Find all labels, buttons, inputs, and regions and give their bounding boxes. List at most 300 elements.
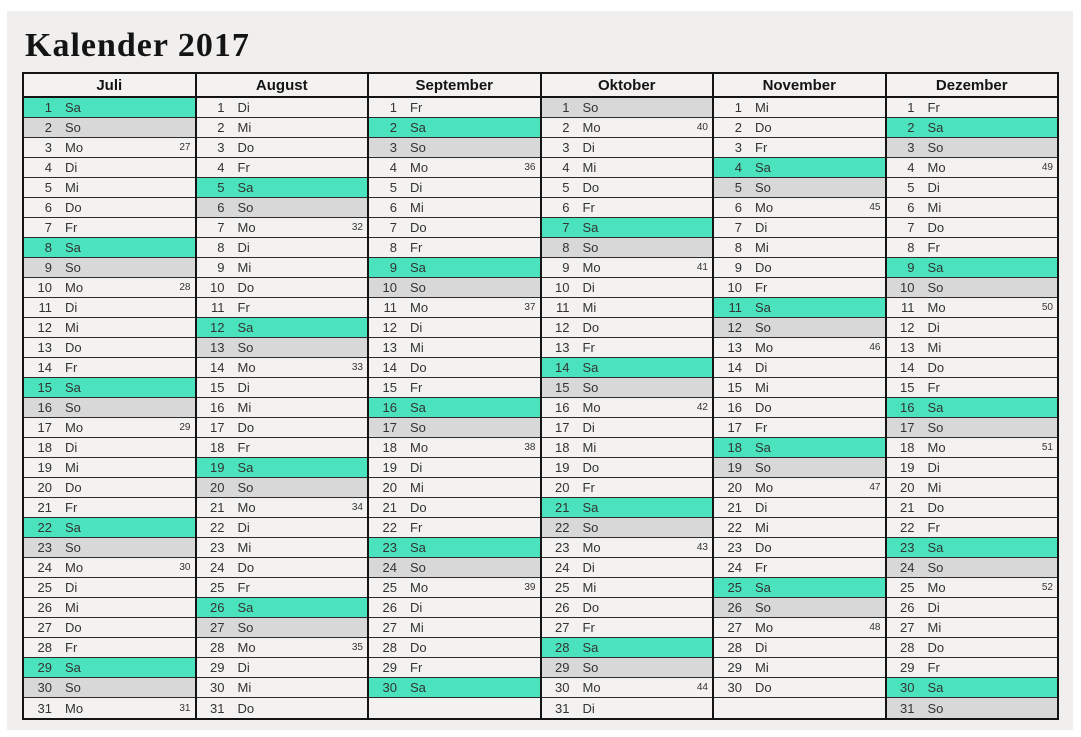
weekday-label: Fr [927,660,940,675]
day-number: 15 [727,380,742,395]
day-number: 25 [382,580,397,595]
day-number: 31 [210,700,225,716]
day-number: 5 [217,180,225,195]
day-row [24,158,195,178]
day-row [24,538,195,558]
day-row [887,698,1058,718]
weekday-label: Mi [927,620,942,635]
day-number: 4 [389,160,397,175]
day-number: 8 [734,240,742,255]
day-number: 4 [734,160,742,175]
day-number: 9 [389,260,397,275]
day-number: 19 [37,460,52,475]
day-row [197,218,368,238]
weekday-label: Di [927,180,940,195]
day-row [887,518,1058,538]
week-number: 45 [869,202,881,213]
day-row [197,118,368,138]
day-row [542,458,713,478]
day-number: 15 [210,380,225,395]
weekday-label: Sa [237,180,254,195]
weekday-label: Fr [927,520,940,535]
day-row [542,118,713,138]
day-row [714,538,885,558]
day-row [887,538,1058,558]
day-number: 25 [37,580,52,595]
weekday-label: Mo [410,300,429,315]
day-number: 25 [210,580,225,595]
day-row [714,498,885,518]
day-row [369,98,540,118]
day-number: 6 [44,200,52,215]
weekday-label: Mi [755,520,769,535]
weekday-label: Do [410,360,427,375]
day-row [714,138,885,158]
day-row [24,98,195,118]
month-header: Juli [24,74,195,98]
weekday-label: Mo [755,620,774,635]
day-number: 21 [210,500,225,515]
day-number: 5 [44,180,52,195]
weekday-label: Di [65,580,78,595]
weekday-label: So [410,280,426,295]
weekday-label: Mo [410,160,429,175]
day-row [542,158,713,178]
day-number: 18 [382,440,397,455]
weekday-label: Sa [582,640,599,655]
day-number: 24 [900,560,915,575]
day-row [197,198,368,218]
day-row [369,498,540,518]
day-number: 27 [37,620,52,635]
day-number: 10 [555,280,570,295]
day-row [542,338,713,358]
weekday-label: So [927,560,944,575]
day-row [24,178,195,198]
day-row [714,618,885,638]
day-number: 11 [211,300,225,315]
day-number: 7 [44,220,52,235]
weekday-label: Do [410,640,427,655]
month-header: November [714,74,885,98]
weekday-label: Sa [410,120,426,135]
day-number: 29 [210,660,225,675]
month-header: August [197,74,368,98]
day-number: 6 [217,200,225,215]
day-number: 7 [734,220,742,235]
day-row [542,198,713,218]
day-number: 28 [37,640,52,655]
day-number: 30 [37,680,52,695]
day-number: 13 [37,340,52,355]
day-number: 28 [210,640,225,655]
weekday-label: Mo [927,300,946,315]
day-row [197,458,368,478]
day-row [369,178,540,198]
weekday-label: Mi [65,460,79,475]
day-row [887,498,1058,518]
day-number: 4 [562,160,570,175]
day-row [197,598,368,618]
day-number: 26 [900,600,915,615]
weekday-label: Mo [65,420,84,435]
day-row [542,218,713,238]
day-row [24,498,195,518]
weekday-label: Sa [927,120,944,135]
weekday-label: Do [65,620,82,635]
weekday-label: Mo [927,440,946,455]
day-number: 19 [210,460,225,475]
day-number: 14 [210,360,225,375]
day-row [542,478,713,498]
weekday-label: Fr [927,240,940,255]
day-number: 7 [907,220,915,235]
day-number: 18 [900,440,915,455]
week-number: 43 [696,542,708,553]
weekday-label: Do [65,200,82,215]
day-row [197,538,368,558]
day-number: 24 [555,560,570,575]
day-row [197,98,368,118]
weekday-label: Sa [410,400,426,415]
day-number: 7 [389,220,397,235]
week-number: 28 [179,282,191,293]
day-number: 15 [382,380,397,395]
weekday-label: Sa [237,320,254,335]
day-row [542,518,713,538]
weekday-label: So [755,600,771,615]
day-row [369,598,540,618]
weekday-label: Di [755,500,768,515]
weekday-label: So [65,680,81,695]
day-row [24,438,195,458]
weekday-label: Di [582,140,595,155]
day-row [887,598,1058,618]
day-row [542,278,713,298]
day-number: 10 [900,280,915,295]
day-row [887,478,1058,498]
weekday-label: Fr [65,360,78,375]
day-row [887,318,1058,338]
day-number: 29 [727,660,742,675]
day-row [714,558,885,578]
day-row [197,638,368,658]
weekday-label: Sa [65,240,81,255]
day-row [542,578,713,598]
day-number: 14 [37,360,52,375]
day-row [369,138,540,158]
day-number: 9 [44,260,52,275]
day-row [24,358,195,378]
day-row [369,438,540,458]
week-number: 30 [179,562,191,573]
day-number: 31 [37,700,52,716]
weekday-label: So [65,120,81,135]
day-row [24,578,195,598]
weekday-label: So [927,420,944,435]
weekday-label: So [582,240,599,255]
day-number: 21 [900,500,915,515]
day-row [24,278,195,298]
day-row [714,478,885,498]
weekday-label: Sa [755,580,771,595]
day-number: 17 [37,420,52,435]
week-number: 44 [696,682,708,693]
day-row [542,658,713,678]
weekday-label: Sa [582,500,599,515]
weekday-label: Di [927,320,940,335]
day-number: 15 [900,380,915,395]
day-number: 30 [210,680,225,695]
day-number: 14 [727,360,742,375]
day-number: 17 [900,420,915,435]
day-number: 11 [901,300,915,315]
day-row [369,638,540,658]
weekday-label: Mo [237,500,256,515]
week-number: 41 [696,262,708,273]
day-row [197,298,368,318]
weekday-label: Sa [582,360,599,375]
weekday-label: Di [410,180,423,195]
day-row [714,678,885,698]
weekday-label: Do [755,400,772,415]
day-number: 7 [562,220,570,235]
day-row [542,638,713,658]
day-number: 13 [210,340,225,355]
day-number: 30 [555,680,570,695]
day-row [887,578,1058,598]
week-number: 27 [179,142,191,153]
weekday-label: Sa [65,660,81,675]
weekday-label: So [927,700,944,716]
weekday-label: Mo [582,260,601,275]
weekday-label: Mo [582,540,601,555]
day-number: 23 [900,540,915,555]
day-row [369,518,540,538]
weekday-label: Sa [65,520,81,535]
weekday-label: So [927,140,944,155]
day-row [714,358,885,378]
week-number: 32 [351,222,363,233]
day-number: 26 [555,600,570,615]
day-row [24,338,195,358]
day-number: 23 [727,540,742,555]
weekday-label: Di [410,600,423,615]
day-number: 21 [37,500,52,515]
day-number: 20 [210,480,225,495]
day-row [714,518,885,538]
weekday-label: So [755,460,771,475]
day-number: 12 [555,320,570,335]
weekday-label: So [410,420,426,435]
day-row [24,118,195,138]
day-number: 21 [727,500,742,515]
day-row [887,158,1058,178]
day-row [887,298,1058,318]
day-row [887,118,1058,138]
day-number: 18 [727,440,742,455]
weekday-label: Mo [65,560,84,575]
day-row [369,298,540,318]
day-row [24,678,195,698]
page [7,11,1073,730]
month-column-november [714,74,887,718]
month-column-august [197,74,370,718]
week-number: 37 [524,302,536,313]
day-row [369,278,540,298]
weekday-label: Mo [65,280,84,295]
day-row [197,618,368,638]
weekday-label: So [237,200,254,215]
weekday-label: Sa [410,680,426,695]
day-number: 20 [382,480,397,495]
weekday-label: Fr [755,280,768,295]
week-number: 49 [1041,162,1053,173]
weekday-label: Mi [927,340,942,355]
week-number: 46 [869,342,881,353]
weekday-label: Di [65,300,78,315]
weekday-label: Do [755,680,772,695]
day-row [887,678,1058,698]
day-number: 10 [382,280,397,295]
weekday-label: Do [410,220,427,235]
weekday-label: Mo [237,220,256,235]
weekday-label: Mi [755,240,769,255]
day-number: 9 [907,260,915,275]
day-number: 20 [900,480,915,495]
empty-row [714,698,885,718]
day-row [197,478,368,498]
day-number: 17 [727,420,742,435]
day-row [542,358,713,378]
weekday-label: Fr [755,140,768,155]
week-number: 29 [179,422,191,433]
day-number: 19 [727,460,742,475]
day-row [887,258,1058,278]
day-row [714,378,885,398]
week-number: 33 [351,362,363,373]
day-row [714,338,885,358]
weekday-label: Fr [582,200,595,215]
day-number: 11 [383,300,397,315]
day-row [24,138,195,158]
day-row [542,618,713,638]
day-row [369,378,540,398]
day-number: 24 [210,560,225,575]
day-row [24,558,195,578]
day-row [24,378,195,398]
weekday-label: Fr [410,240,423,255]
day-row [197,698,368,718]
day-row [714,298,885,318]
day-row [542,698,713,718]
day-row [24,478,195,498]
day-number: 17 [210,420,225,435]
day-row [542,598,713,618]
day-row [542,398,713,418]
weekday-label: Sa [927,400,944,415]
weekday-label: Do [582,460,600,475]
weekday-label: Do [65,340,82,355]
weekday-label: Di [237,240,250,255]
day-row [887,458,1058,478]
day-row [714,278,885,298]
day-row [887,618,1058,638]
week-number: 52 [1041,582,1053,593]
weekday-label: Sa [237,600,254,615]
day-row [24,318,195,338]
month-column-september [369,74,542,718]
weekday-label: Sa [65,380,81,395]
day-row [714,238,885,258]
weekday-label: So [755,320,771,335]
day-number: 30 [727,680,742,695]
day-row [197,438,368,458]
day-number: 22 [37,520,52,535]
day-row [24,658,195,678]
weekday-label: Do [927,500,945,515]
day-number: 8 [217,240,225,255]
day-row [197,338,368,358]
day-number: 4 [44,160,52,175]
weekday-label: Di [582,280,595,295]
day-row [197,238,368,258]
day-number: 27 [210,620,225,635]
weekday-label: Fr [237,580,250,595]
day-number: 16 [727,400,742,415]
weekday-label: So [582,380,599,395]
day-number: 3 [44,140,52,155]
weekday-label: Di [755,640,768,655]
day-number: 13 [727,340,742,355]
day-number: 18 [210,440,225,455]
day-number: 23 [210,540,225,555]
day-row [197,418,368,438]
weekday-label: Mo [65,700,84,716]
day-row [24,458,195,478]
day-number: 29 [555,660,570,675]
day-row [197,558,368,578]
day-number: 2 [734,120,742,135]
weekday-label: Mo [582,120,601,135]
day-number: 14 [382,360,397,375]
day-row [369,198,540,218]
day-number: 23 [37,540,52,555]
day-number: 26 [37,600,52,615]
day-number: 16 [382,400,397,415]
day-row [369,618,540,638]
weekday-label: So [582,520,599,535]
day-number: 4 [907,160,915,175]
day-number: 3 [562,140,570,155]
weekday-label: Fr [65,640,78,655]
day-row [197,498,368,518]
weekday-label: Mo [927,160,946,175]
day-number: 8 [907,240,915,255]
day-row [887,138,1058,158]
weekday-label: Mo [755,480,774,495]
weekday-label: Fr [65,220,78,235]
day-row [24,418,195,438]
day-row [887,418,1058,438]
weekday-label: Fr [410,520,423,535]
day-row [24,398,195,418]
day-row [369,398,540,418]
day-row [197,138,368,158]
day-number: 13 [382,340,397,355]
day-number: 24 [37,560,52,575]
day-row [369,678,540,698]
